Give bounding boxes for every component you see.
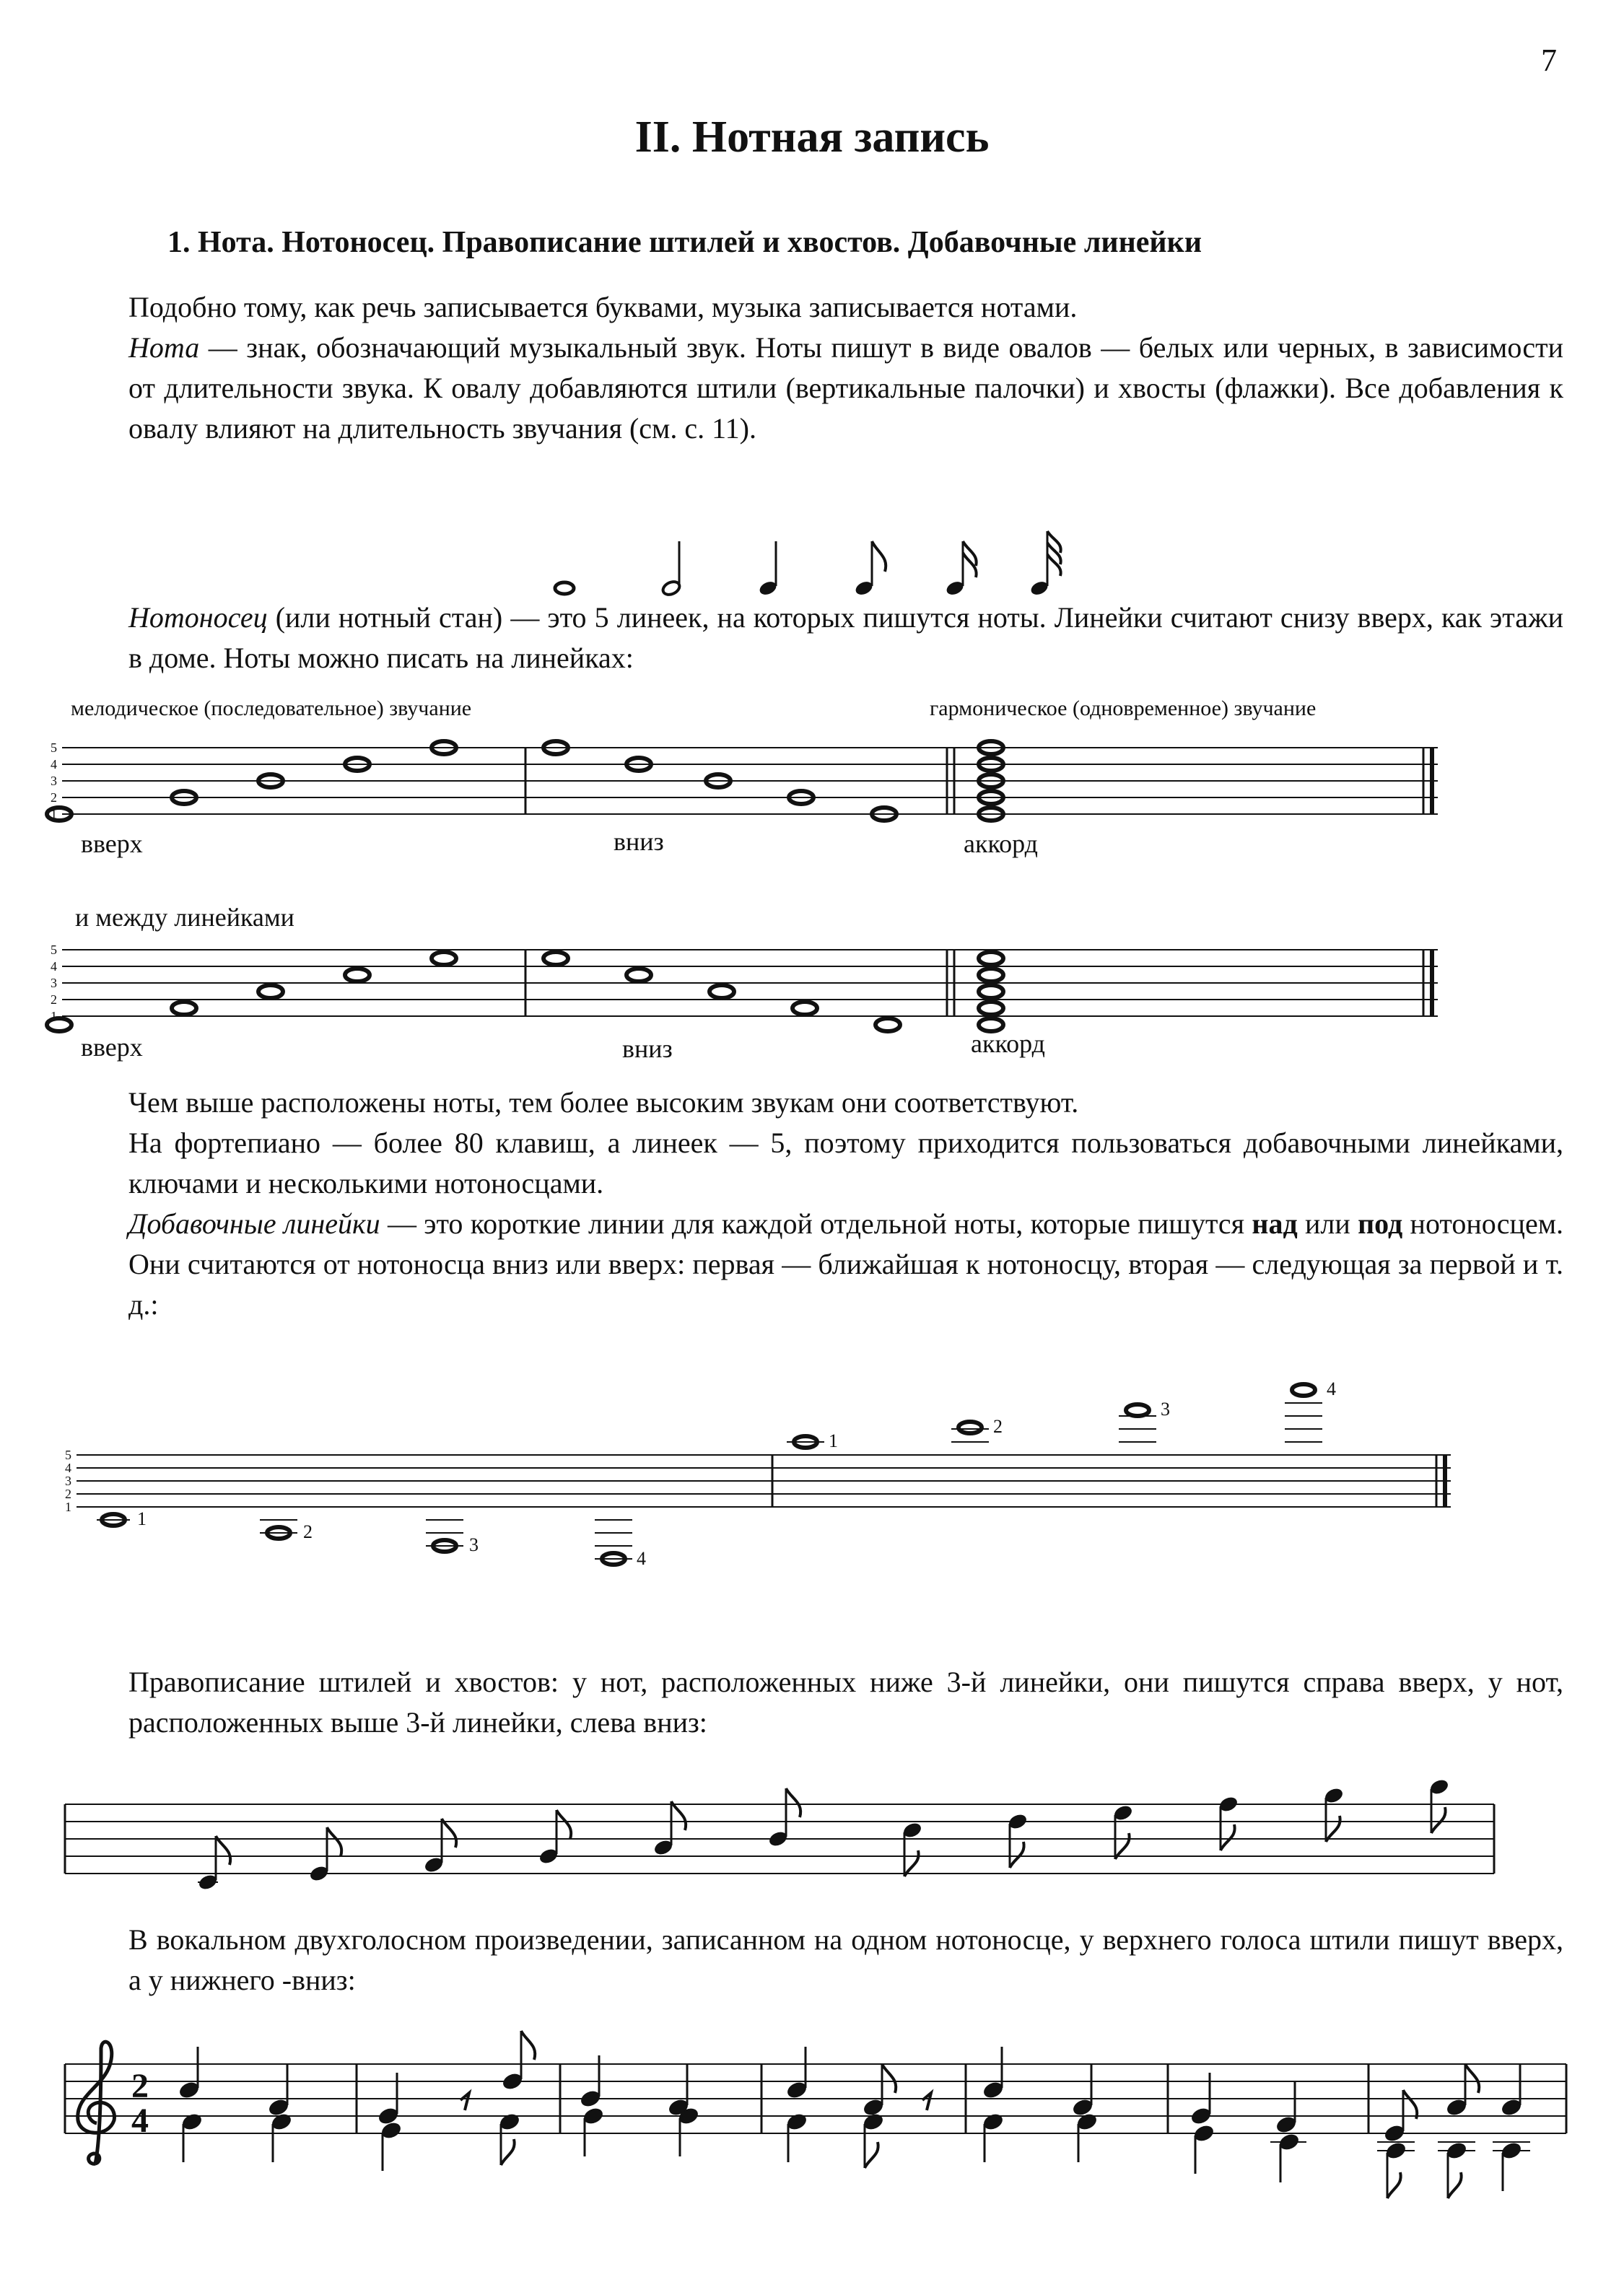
label-up-2: вверх xyxy=(81,1033,143,1062)
line-number-5: 5 xyxy=(51,943,57,957)
line-number-1: 1 xyxy=(51,807,57,821)
line-number-4: 4 xyxy=(65,1461,71,1475)
note-definition-text: — знак, обозначающий музыкальный звук. Ноты пишут в виде овалов — белых или черных, в зависимости от длительности звука. К овалу добавляются штили (вертикальные палочки) и хвосты (флажки). Все добавления к овалу влияют на длительность звучания (см. с. 11). xyxy=(128,331,1563,445)
line-number-2: 2 xyxy=(51,790,57,805)
line-number-1: 1 xyxy=(51,1009,57,1023)
section-title: 1. Нота. Нотоносец. Правописание штилей и хвостов. Добавочные линейки xyxy=(167,226,1202,259)
line-number-5: 5 xyxy=(65,1448,71,1462)
staff-line-numbers xyxy=(51,943,57,1023)
staff-lines xyxy=(62,748,1438,814)
caption-between-lines: и между линейками xyxy=(75,903,294,932)
ledger-above-4: 4 xyxy=(1327,1378,1336,1399)
time-signature-bottom: 4 xyxy=(131,2102,149,2140)
sixteenth-note xyxy=(945,541,977,597)
ledger-below-3: 3 xyxy=(469,1534,479,1555)
line-number-3: 3 xyxy=(65,1474,71,1488)
line-number-5: 5 xyxy=(51,740,57,755)
paragraph-intro-text: Подобно тому, как речь записывается буквами, музыка записывается нотами. xyxy=(128,291,1078,323)
thirty-second-note xyxy=(1029,531,1061,597)
label-down-1: вниз xyxy=(614,827,664,856)
ledger-below-4: 4 xyxy=(637,1548,646,1569)
line-number-4: 4 xyxy=(51,757,57,771)
chapter-title: II. Нотная запись xyxy=(634,113,990,162)
paragraph-higher-notes xyxy=(128,1083,1563,1123)
staff-lines xyxy=(65,2064,1566,2133)
eighth-note xyxy=(854,541,886,597)
paragraph-intro xyxy=(128,287,1563,328)
label-down-2: вниз xyxy=(622,1034,673,1063)
bold-nad: над xyxy=(1252,1207,1298,1240)
ledger-above-2: 2 xyxy=(993,1416,1003,1437)
bold-pod: под xyxy=(1358,1207,1403,1240)
chord-between-lines xyxy=(979,952,1003,1031)
ledger-notes-above xyxy=(787,1384,1322,1448)
line-number-2: 2 xyxy=(51,992,57,1007)
ledger-above-3: 3 xyxy=(1161,1399,1170,1420)
treble-clef-icon xyxy=(78,2042,115,2164)
half-note xyxy=(661,541,682,597)
paragraph-piano-keys xyxy=(128,1123,1563,1204)
stems-rule-text: Правописание штилей и хвостов: у нот, расположенных ниже 3-й линейки, они пишутся справа вверх, у нот, расположенных выше 3-й линейки, слева вниз: xyxy=(128,1666,1563,1739)
ledger-below-1: 1 xyxy=(137,1508,147,1529)
line-number-2: 2 xyxy=(65,1487,71,1501)
term-ledger-lines: Добавочные линейки xyxy=(128,1207,380,1240)
two-voice-text: В вокальном двухголосном произведении, записанном на одном нотоносце, у верхнего голоса штили пишут вверх, а у нижнего -вниз: xyxy=(128,1923,1563,1996)
quarter-note xyxy=(758,541,779,597)
ledger-above-1: 1 xyxy=(829,1430,838,1451)
ledger-below-2: 2 xyxy=(303,1521,313,1542)
term-nota: Нота xyxy=(128,331,200,364)
ledger-numbers-above xyxy=(829,1378,1336,1451)
staff-notes-on-lines xyxy=(51,736,1444,830)
paragraph-ledger-lines xyxy=(128,1204,1563,1325)
staff-line-numbers xyxy=(65,1448,71,1514)
piano-keys-text: На фортепиано — более 80 клавиш, а линеек — 5, поэтому приходится пользоваться добавочными линейками, ключами и несколькими нотоносцами. xyxy=(128,1127,1563,1199)
term-notonosets: Нотоносец xyxy=(128,601,268,634)
label-chord-1: аккорд xyxy=(964,829,1038,858)
staff-lines xyxy=(77,1455,1451,1507)
time-signature-top: 2 xyxy=(131,2067,149,2105)
caption-harmonic: гармоническое (одновременное) звучание xyxy=(930,696,1317,720)
line-number-3: 3 xyxy=(51,976,57,990)
ledger-notes-below xyxy=(97,1514,632,1565)
ledger-text-c: нотоносцем. Они считаются от нотоносца вниз или вверх: первая — ближайшая к нотоносцу, вторая — следующая за первой и т. д.: xyxy=(128,1207,1564,1321)
staff-definition-text: (или нотный стан) — это 5 линеек, на которых пишутся ноты. Линейки считают снизу вверх, как этажи в доме. Ноты можно писать на линейках: xyxy=(128,601,1563,674)
label-up-1: вверх xyxy=(81,829,143,858)
whole-note xyxy=(555,582,574,594)
caption-melodic: мелодическое (последовательное) звучание xyxy=(71,696,472,720)
ascending-notes xyxy=(47,952,456,1031)
descending-notes xyxy=(543,952,900,1031)
staff-notes-between-lines xyxy=(51,938,1444,1032)
label-chord-2: аккорд xyxy=(971,1029,1045,1058)
ledger-numbers-below xyxy=(137,1508,646,1569)
higher-notes-text: Чем выше расположены ноты, тем более высоким звукам они соответствуют. xyxy=(128,1086,1079,1119)
staff-lines xyxy=(62,950,1438,1016)
staff-ledger-lines xyxy=(65,1357,1472,1617)
staff-stems-example xyxy=(58,1775,1501,1920)
line-number-3: 3 xyxy=(51,774,57,788)
staff-two-voice-example xyxy=(51,2021,1573,2237)
stems-down-notes xyxy=(902,1778,1450,1876)
paragraph-note-definition xyxy=(128,328,1563,449)
paragraph-stems-rule xyxy=(128,1662,1563,1743)
ledger-text-b: или xyxy=(1297,1207,1358,1240)
line-number-1: 1 xyxy=(65,1500,71,1514)
ledger-text-a: — это короткие линии для каждой отдельной ноты, которые пишутся xyxy=(380,1207,1252,1240)
paragraph-staff-definition xyxy=(128,598,1563,678)
page-number: 7 xyxy=(1541,43,1557,78)
paragraph-two-voice xyxy=(128,1920,1563,2001)
time-signature xyxy=(131,2067,149,2140)
upper-voice-notes xyxy=(178,2031,1522,2143)
line-number-4: 4 xyxy=(51,959,57,974)
